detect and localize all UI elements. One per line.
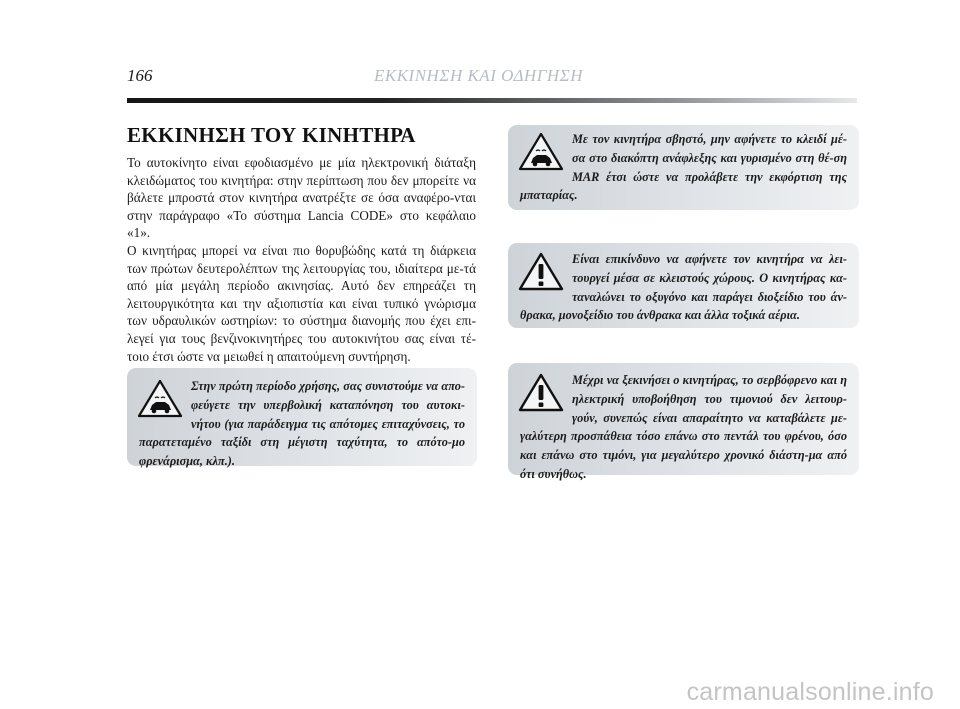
watermark: carmanualsonline.info	[686, 678, 934, 706]
car-caution-icon	[137, 379, 183, 419]
paragraph: Το αυτοκίνητο είναι εφοδιασμένο με μία ηλεκτρονική διάταξη κλειδώματος του κινητήρα: στην περίπτωση που δεν μπορείτε να βάλετε μπροστά στον κινητήρα ανατρέξτε σε όσα αναφέρο-νται στην παράγραφο «Το σύστημα Lancia CODE» στο κεφάλαιο «1».	[127, 155, 476, 241]
note-text: Είναι επικίνδυνο να αφήνετε τον κινητήρα να λει-τουργεί μέσα σε κλειστούς χώρους. Ο κινητήρας κα-ταναλώνει το οξυγόνο και παράγει διοξείδιο του άν-θρακα, μονοξείδιο του άνθρακα και άλλα τοξικά αέρια.	[520, 252, 847, 323]
running-header-title: ΕΚΚΙΝΗΣΗ ΚΑΙ ΟΔΗΓΗΣΗ	[374, 66, 584, 85]
warning-exclamation-icon	[518, 373, 564, 413]
caution-note-key	[508, 125, 859, 210]
warning-note-enclosed-spaces	[508, 243, 859, 328]
note-text: Μέχρι να ξεκινήσει ο κινητήρας, το σερβόφρενο και η ηλεκτρική υποβοήθηση του τιμονιού δεν λειτουρ-γούν, συνεπώς είναι απαραίτητο να καταβάλετε με-γαλύτερη προσπάθεια τόσο επάνω στο πεντάλ του φρένου, όσο και επάνω στο τιμόνι, για μεγαλύτερο χρονικό διάστη-μα από ότι συνήθως.	[520, 373, 847, 481]
note-text: Με τον κινητήρα σβηστό, μην αφήνετε το κλειδί μέ-σα στο διακόπτη ανάφλεξης και γυρισμένο στη θέ-ση MAR έτσι ώστε να προλάβετε την εκφόρτιση της μπαταρίας.	[520, 132, 847, 203]
caution-note-first-period	[127, 368, 477, 469]
header-rule	[127, 98, 857, 103]
warning-exclamation-icon	[518, 252, 564, 292]
car-caution-icon	[518, 132, 564, 172]
section-title: ΕΚΚΙΝΗΣΗ ΤΟΥ ΚΙΝΗΤΗΡΑ	[127, 123, 416, 147]
warning-note-power-steering	[508, 363, 859, 481]
page-number: 166	[127, 66, 153, 85]
body-text	[127, 154, 476, 365]
paragraph: Ο κινητήρας μπορεί να είναι πιο θορυβώδης κατά τη διάρκεια των πρώτων δευτερολέπτων της λειτουργίας του, ιδιαίτερα με-τά από μία μεγάλη περίοδο ακινησίας. Αυτό δεν επηρεάζει τη λειτουργικότητα και την αξιοπιστία και είναι τυπικό γνώρισμα των υδραυλικών ωστηρίων: το σύστημα διανομής που έχει επι-λεγεί για τους βενζινοκινητήρες του αυτοκινήτου σας είναι τέ-τοιο έτσι ώστε να μειωθεί η απαιτούμενη συντήρηση.	[127, 242, 476, 364]
note-text: Στην πρώτη περίοδο χρήσης, σας συνιστούμε να απο-φεύγετε την υπερβολική καταπόνηση του αυτοκι-νήτου (για παράδειγμα τις απότομες επιταχύνσεις, το παρατεταμένο ταξίδι στη μέγιστη ταχύτητα, το απότο-μο φρενάρισμα, κλπ.).	[139, 379, 465, 469]
